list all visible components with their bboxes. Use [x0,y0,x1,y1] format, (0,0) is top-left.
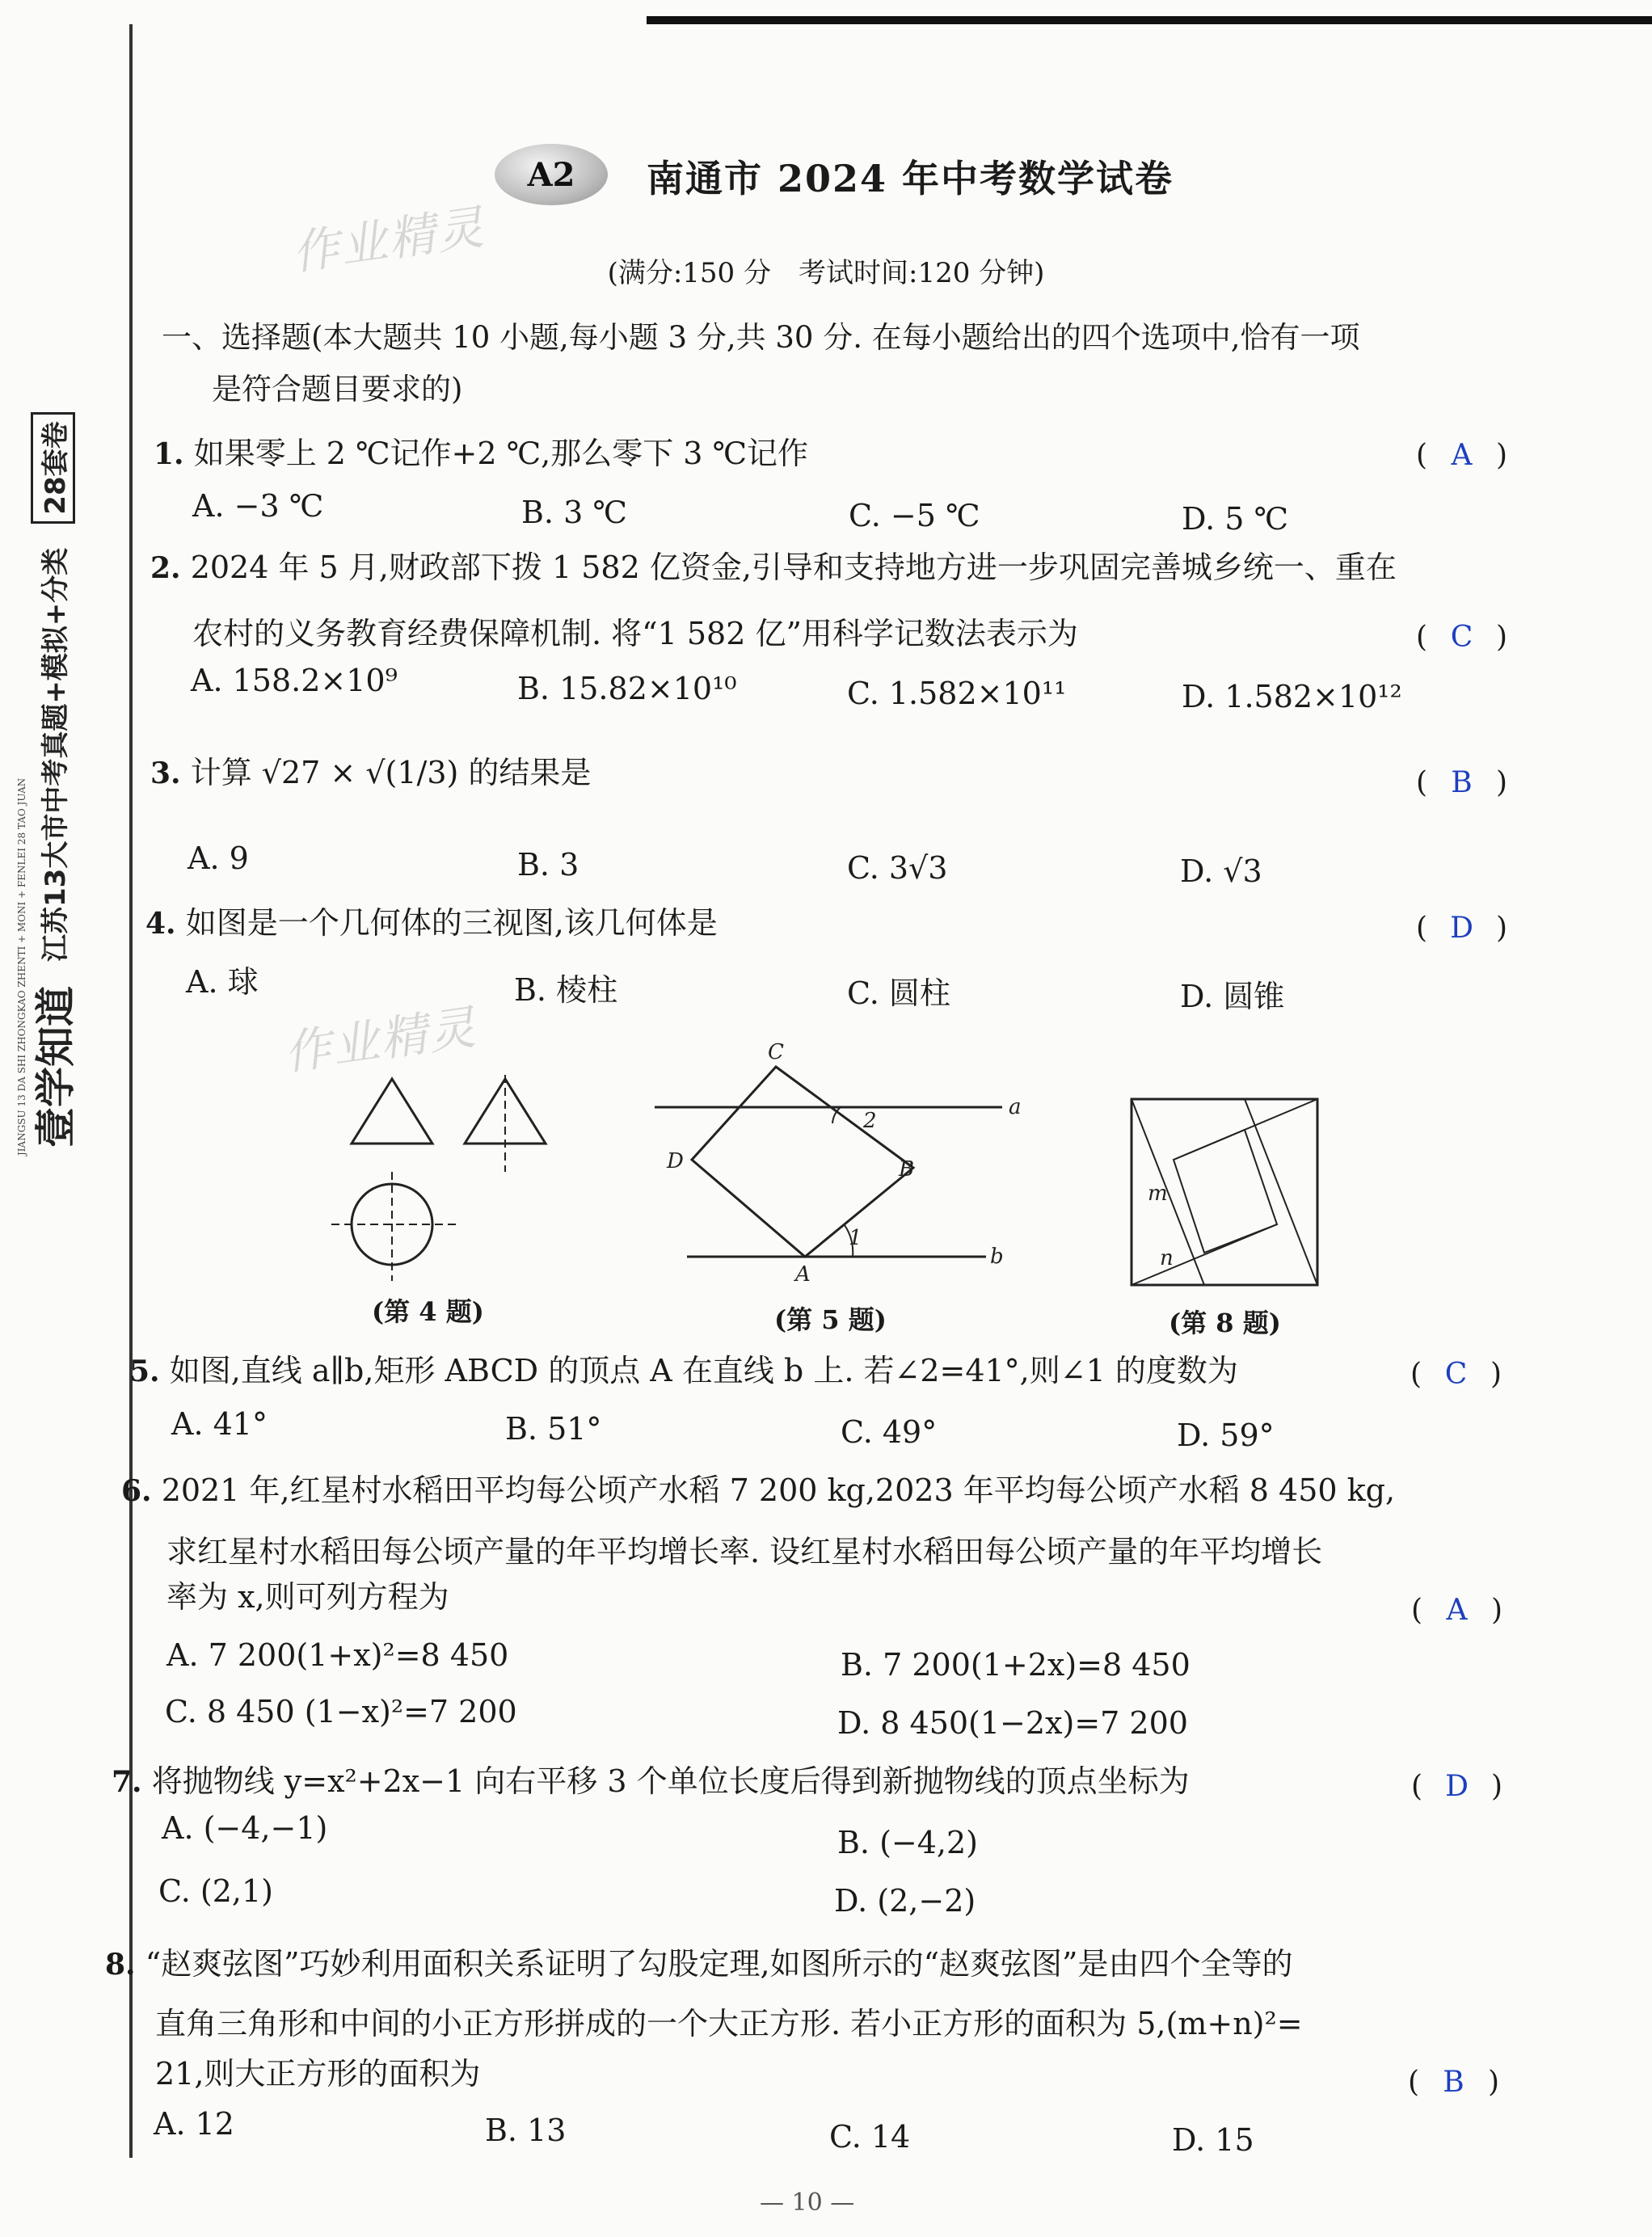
option: C. 1.582×10¹¹ [847,676,1067,711]
option: D. 圆锥 [1180,979,1285,1014]
spine-divider [129,24,133,2158]
figure-5-rectangle-lines [647,1026,1043,1285]
question-2-cont: 农村的义务教育经费保障机制. 将“1 582 亿”用科学记数法表示为 [192,616,1078,651]
section-heading-cont: 是符合题目要求的) [212,372,463,407]
option: B. 15.82×10¹⁰ [517,671,737,706]
label-C: C [768,1040,784,1064]
option: D. (2,−2) [834,1883,976,1919]
top-border-bar [647,16,1652,24]
page-number: — 10 — [760,2189,855,2217]
question-2: 2. 2024 年 5 月,财政部下拨 1 582 亿资金,引导和支持地方进一步巩固完善城乡统一、重在 [150,550,1397,585]
option: D. 59° [1177,1418,1275,1453]
question-6-cont: 求红星村水稻田每公顷产量的年平均增长率. 设红星村水稻田每公顷产量的年平均增长 [166,1534,1323,1569]
spine-pinyin: JIANGSU 13 DA SHI ZHONGKAO ZHENTI + MONI + FENLEI 28 TAO JUAN [16,777,27,1156]
spine-series: 江苏13大市中考真题+模拟+分类 [39,547,72,962]
answer-8: ( B ) [1408,2066,1499,2099]
option: B. 51° [505,1411,602,1447]
figure-4-three-views [323,1051,566,1293]
option: C. 3√3 [847,850,948,886]
front-view-triangle [352,1079,432,1144]
figure-4-caption: (第 4 题) [372,1296,484,1327]
watermark: 作业精灵 [280,999,481,1081]
answer-5: ( C ) [1410,1358,1502,1391]
option: B. 7 200(1+2x)=8 450 [841,1647,1191,1683]
answer-4: ( D ) [1416,912,1507,945]
option: D. 5 ℃ [1182,501,1289,537]
option: D. 8 450(1−2x)=7 200 [837,1705,1188,1741]
option: B. 3 [517,847,579,883]
question-8-cont: 21,则大正方形的面积为 [155,2056,481,2092]
option: A. 158.2×10⁹ [191,663,398,698]
option: C. 49° [841,1414,938,1450]
option: A. 12 [154,2106,234,2142]
question-1: 1. 如果零上 2 ℃记作+2 ℃,那么零下 3 ℃记作 [154,436,809,471]
spine-count: 28套卷 [31,412,75,523]
answer-1: ( A ) [1416,439,1507,472]
answer-2: ( C ) [1416,621,1507,654]
section-heading: 一、选择题(本大题共 10 小题,每小题 3 分,共 30 分. 在每小题给出的四个选项中,恰有一项 [162,320,1360,355]
label-2: 2 [863,1109,877,1133]
option: C. −5 ℃ [849,498,980,533]
option: A. 球 [186,964,259,1000]
option: C. 圆柱 [847,975,950,1011]
answer-7: ( D ) [1411,1770,1502,1803]
question-3: 3. 计算 √27 × √(1/3) 的结果是 [150,755,592,790]
question-7: 7. 将抛物线 y=x²+2x−1 向右平移 3 个单位长度后得到新抛物线的顶点坐标为 [112,1763,1190,1799]
question-8-cont: 直角三角形和中间的小正方形拼成的一个大正方形. 若小正方形的面积为 5,(m+n)²= [155,2006,1303,2041]
option: B. 13 [485,2113,567,2148]
answer-6: ( A ) [1411,1594,1502,1627]
figure-5-caption: (第 5 题) [774,1304,887,1335]
spine-brand: 壹学知道 [32,986,79,1148]
option: A. −3 ℃ [192,488,324,524]
figure-8-zhao-shuang-diagram [1123,1091,1325,1293]
option: C. 8 450 (1−x)²=7 200 [165,1694,517,1729]
option: A. 41° [171,1406,268,1442]
small-square [1174,1130,1277,1253]
label-b: b [990,1245,1004,1269]
label-A: A [795,1262,811,1285]
option: A. 9 [188,840,249,876]
option: D. 15 [1172,2122,1254,2158]
option: C. 14 [829,2119,911,2155]
rectangle-ABCD [692,1067,913,1257]
label-m: m [1148,1182,1168,1206]
label-n: n [1160,1246,1174,1270]
figure-8-caption: (第 8 题) [1169,1308,1281,1338]
option: D. √3 [1180,853,1262,889]
right-triangle-side [1245,1099,1317,1285]
page-title: 南通市 2024 年中考数学试卷 [647,157,1174,200]
question-5: 5. 如图,直线 a∥b,矩形 ABCD 的顶点 A 在直线 b 上. 若∠2=41°,则∠1 的度数为 [129,1353,1238,1388]
option: B. (−4,2) [837,1825,979,1860]
answer-3: ( B ) [1416,766,1507,799]
paper-badge: A2 [495,144,608,205]
option: C. (2,1) [158,1873,273,1909]
question-8: 8. “赵爽弦图”巧妙利用面积关系证明了勾股定理,如图所示的“赵爽弦图”是由四个全等的 [105,1946,1293,1982]
label-D: D [667,1149,684,1173]
question-6: 6. 2021 年,红星村水稻田平均每公顷产水稻 7 200 kg,2023 年平均每公顷产水稻 8 450 kg, [121,1472,1396,1508]
label-1: 1 [849,1226,862,1250]
watermark: 作业精灵 [289,199,489,281]
option: B. 棱柱 [514,972,618,1008]
option: B. 3 ℃ [521,495,627,530]
option: A. 7 200(1+x)²=8 450 [166,1637,509,1673]
option: D. 1.582×10¹² [1182,679,1402,714]
exam-meta: (满分:150 分 考试时间:120 分钟) [607,257,1045,289]
question-6-cont: 率为 x,则可列方程为 [166,1579,449,1615]
label-B: B [899,1157,915,1182]
option: A. (−4,−1) [162,1810,328,1846]
question-4: 4. 如图是一个几何体的三视图,该几何体是 [145,905,718,941]
book-spine [16,194,89,1156]
label-a: a [1009,1095,1022,1119]
